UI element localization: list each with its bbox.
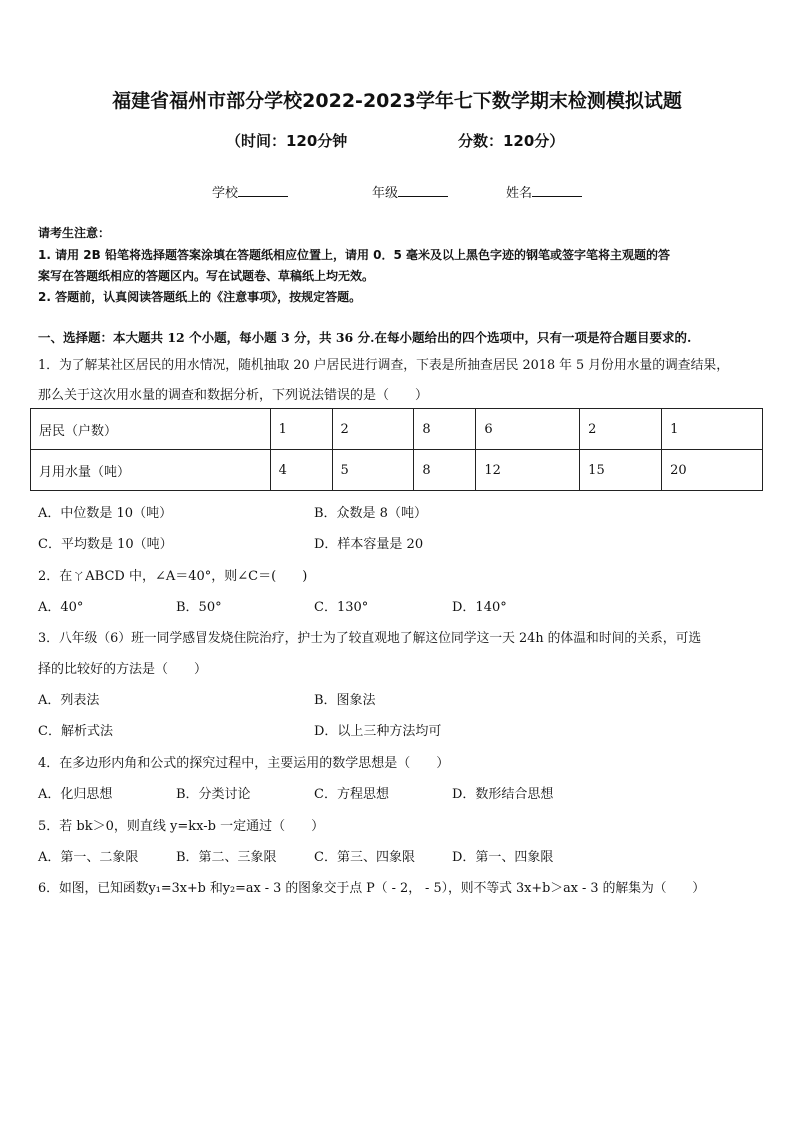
name-field	[506, 182, 582, 201]
table-cell: 5	[332, 450, 414, 491]
table-cell: 居民（户数）	[31, 409, 271, 450]
q1-line-2: 那么关于这次用水量的调查和数据分析，下列说法错误的是（ ）	[38, 388, 429, 403]
q3-line-2: 择的比较好的方法是（ ）	[38, 662, 208, 677]
q5-option-c[interactable]: C．第三、四象限	[314, 850, 415, 865]
grade-blank	[398, 184, 448, 197]
q2-option-a[interactable]: A．40°	[38, 600, 84, 615]
school-blank	[238, 184, 288, 197]
grade-field	[372, 182, 448, 201]
name-blank	[532, 184, 582, 197]
q3-option-c[interactable]: C．解析式法	[38, 724, 113, 739]
table-cell: 20	[662, 450, 763, 491]
table-cell: 12	[476, 450, 580, 491]
grade-label: 年级	[372, 186, 399, 201]
q1-option-b[interactable]: B．众数是 8（吨）	[314, 506, 427, 521]
table-cell: 2	[332, 409, 414, 450]
exam-score: 分数：120分）	[458, 132, 565, 150]
q1-option-d[interactable]: D．样本容量是 20	[314, 537, 424, 552]
school-field	[212, 182, 288, 201]
notice-line-1a: 1. 请用 2B 铅笔将选择题答案涂填在答题纸相应位置上，请用 0．5 毫米及以上黑色字迹的钢笔或签字笔将主观题的答	[38, 248, 670, 262]
notice-line-1b: 案写在答题纸相应的答题区内。写在试题卷、草稿纸上均无效。	[38, 269, 375, 283]
table-cell: 8	[414, 409, 476, 450]
table-row-households	[31, 409, 763, 450]
notice-line-2: 2. 答题前，认真阅读答题纸上的《注意事项》，按规定答题。	[38, 290, 362, 304]
q4-option-a[interactable]: A．化归思想	[38, 787, 113, 802]
q5-option-d[interactable]: D．第一、四象限	[452, 850, 554, 865]
notice-heading: 请考生注意：	[38, 226, 111, 240]
exam-time: （时间：120分钟	[226, 132, 348, 150]
table-cell: 6	[476, 409, 580, 450]
q5-option-a[interactable]: A．第一、二象限	[38, 850, 139, 865]
q2-option-d[interactable]: D．140°	[452, 600, 507, 615]
school-label: 学校	[212, 186, 239, 201]
table-row-usage	[31, 450, 763, 491]
q3-option-d[interactable]: D．以上三种方法均可	[314, 724, 442, 739]
table-cell: 2	[580, 409, 662, 450]
q4-text: 4．在多边形内角和公式的探究过程中，主要运用的数学思想是（ ）	[38, 756, 450, 771]
q5-text: 5．若 bk＞0，则直线 y=kx-b 一定通过（ ）	[38, 819, 325, 834]
q4-option-d[interactable]: D．数形结合思想	[452, 787, 554, 802]
table-cell: 1	[270, 409, 332, 450]
q3-option-b[interactable]: B．图象法	[314, 693, 376, 708]
table-cell: 月用水量（吨）	[31, 450, 271, 491]
q3-line-1: 3．八年级（6）班一同学感冒发烧住院治疗，护士为了较直观地了解这位同学这一天 24h 的体温和时间的关系，可选	[38, 631, 702, 646]
q1-line-1: 1．为了解某社区居民的用水情况，随机抽取 20 户居民进行调查，下表是所抽查居民 2018 年 5 月份用水量的调查结果，	[38, 358, 729, 373]
section-heading: 一、选择题：本大题共 12 个小题，每小题 3 分，共 36 分.在每小题给出的四个选项中，只有一项是符合题目要求的.	[38, 330, 692, 345]
q4-option-b[interactable]: B．分类讨论	[176, 787, 251, 802]
q5-option-b[interactable]: B．第二、三象限	[176, 850, 277, 865]
q6-text: 6．如图，已知函数y₁=3x+b 和y₂=ax - 3 的图象交于点 P（ - 2， - 5），则不等式 3x+b＞ax - 3 的解集为（ ）	[38, 881, 705, 896]
name-label: 姓名	[506, 186, 533, 201]
page-title: 福建省福州市部分学校2022-2023学年七下数学期末检测模拟试题	[112, 90, 682, 112]
table-cell: 15	[580, 450, 662, 491]
q2-option-c[interactable]: C．130°	[314, 600, 369, 615]
q1-option-a[interactable]: A．中位数是 10（吨）	[38, 506, 173, 521]
table-cell: 1	[662, 409, 763, 450]
q3-option-a[interactable]: A．列表法	[38, 693, 100, 708]
table-cell: 8	[414, 450, 476, 491]
q4-option-c[interactable]: C．方程思想	[314, 787, 389, 802]
table-cell: 4	[270, 450, 332, 491]
q2-text: 2．在ㄚABCD 中，∠A＝40°，则∠C＝( )	[38, 569, 308, 584]
water-usage-table	[30, 408, 763, 491]
q1-option-c[interactable]: C．平均数是 10（吨）	[38, 537, 173, 552]
q2-option-b[interactable]: B．50°	[176, 600, 222, 615]
